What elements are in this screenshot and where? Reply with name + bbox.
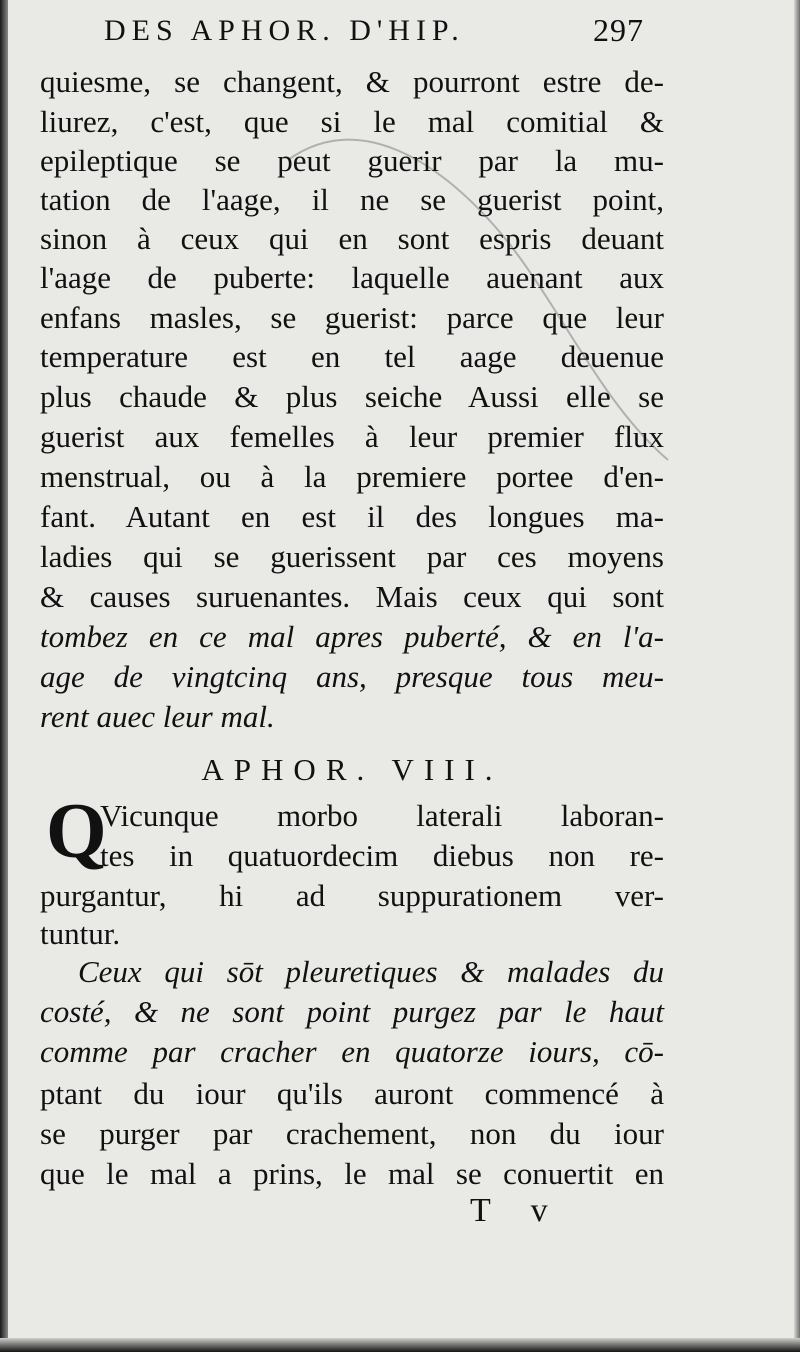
signature-mark: T v (470, 1192, 564, 1229)
page-number: 297 (593, 12, 644, 48)
page-edge-right (794, 0, 800, 1352)
page-edge-left (0, 0, 8, 1352)
latin-line: tuntur. (40, 916, 121, 951)
body-line: ladies qui se guerissent par ces moyens (40, 539, 664, 574)
drop-cap: Q (46, 787, 107, 874)
latin-line: Vicunque morbo laterali laboran- (100, 798, 664, 833)
french-line: costé, & ne sont point purgez par le haut (40, 994, 664, 1029)
body-line: sinon à ceux qui en sont espris deuant (40, 221, 664, 256)
running-title: DES APHOR. D'HIP. (104, 14, 465, 47)
french-line: comme par cracher en quatorze iours, cō- (40, 1034, 664, 1069)
aphorism-heading: APHOR. VIII. (201, 752, 503, 787)
body-line: quiesme, se changent, & pourront estre de- (40, 64, 664, 99)
body-line: & causes suruenantes. Mais ceux qui sont (40, 579, 664, 614)
body-line: l'aage de puberte: laquelle auenant aux (40, 260, 664, 295)
french-line: que le mal a prins, le mal se conuertit en (40, 1156, 664, 1191)
body-line: tation de l'aage, il ne se guerist point, (40, 182, 664, 217)
french-line: Ceux qui sōt pleuretiques & malades du (78, 954, 664, 989)
body-line: menstrual, ou à la premiere portee d'en- (40, 459, 664, 494)
body-line: epileptique se peut guerir par la mu- (40, 143, 664, 178)
body-line: rent auec leur mal. (40, 699, 275, 734)
body-line: guerist aux femelles à leur premier flux (40, 419, 664, 454)
french-line: ptant du iour qu'ils auront commencé à (40, 1076, 664, 1111)
latin-line: tes in quatuordecim diebus non re- (100, 838, 664, 873)
french-line: se purger par crachement, non du iour (40, 1116, 664, 1151)
body-line: temperature est en tel aage deuenue (40, 339, 664, 374)
body-line: fant. Autant en est il des longues ma- (40, 499, 664, 534)
page-edge-bottom (0, 1338, 800, 1352)
body-line: age de vingtcinq ans, presque tous meu- (40, 659, 664, 694)
latin-line: purgantur, hi ad suppurationem ver- (40, 878, 664, 913)
body-line: plus chaude & plus seiche Aussi elle se (40, 379, 664, 414)
body-line: liurez, c'est, que si le mal comitial & (40, 104, 664, 139)
body-line: tombez en ce mal apres puberté, & en l'a- (40, 619, 664, 654)
body-line: enfans masles, se guerist: parce que leur (40, 300, 664, 335)
running-header (104, 14, 644, 54)
